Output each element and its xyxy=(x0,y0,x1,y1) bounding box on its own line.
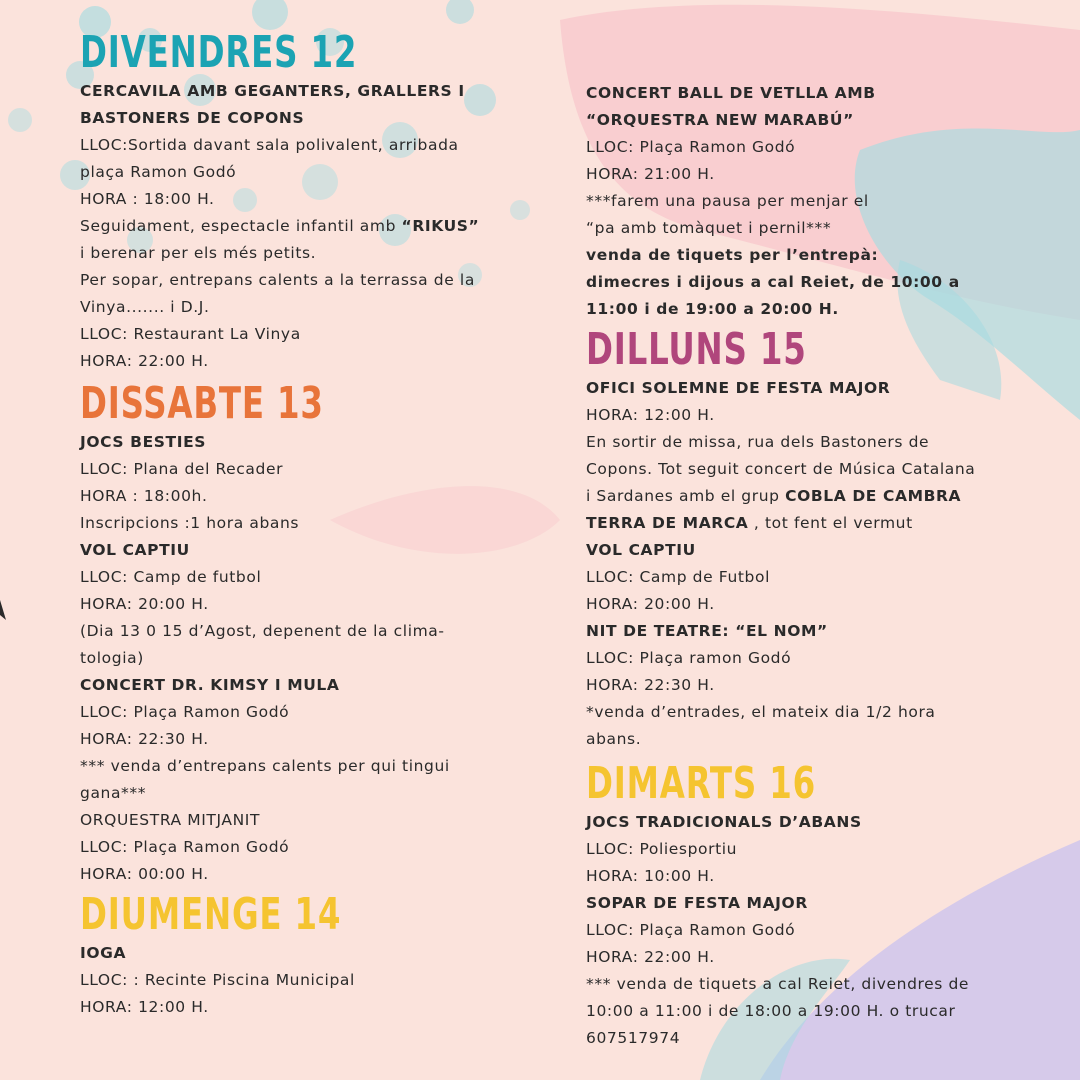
event-note-text: Seguidament, espectacle infantil amb xyxy=(80,217,402,235)
event-note: *** venda d’entrepans calents per qui tingui xyxy=(80,757,450,775)
event-title: VOL CAPTIU xyxy=(80,541,190,559)
event-location: LLOC: Camp de futbol xyxy=(80,568,262,586)
event-note: 11:00 i de 19:00 a 20:00 H. xyxy=(586,300,839,318)
event-location: LLOC: Plana del Recader xyxy=(80,460,284,478)
event-note: Copons. Tot seguit concert de Música Catalana xyxy=(586,460,976,478)
day-title-diumenge: DIUMENGE 14 xyxy=(80,889,342,940)
event-time: HORA : 18:00h. xyxy=(80,487,208,505)
right-column xyxy=(586,80,1056,1052)
event-title: “ORQUESTRA NEW MARABÚ” xyxy=(586,111,854,129)
event-note: Vinya....... i D.J. xyxy=(80,298,210,316)
event-title: OFICI SOLEMNE DE FESTA MAJOR xyxy=(586,379,891,397)
event-title: ORQUESTRA MITJANIT xyxy=(80,811,261,829)
event-time: HORA: 12:00 H. xyxy=(586,406,715,424)
event-time: HORA: 22:00 H. xyxy=(586,948,715,966)
event-location: LLOC: : Recinte Piscina Municipal xyxy=(80,971,355,989)
event-location: LLOC: Plaça ramon Godó xyxy=(586,649,792,667)
event-note: “pa amb tomàquet i pernil*** xyxy=(586,219,832,237)
event-note: tologia) xyxy=(80,649,144,667)
event-location: LLOC: Poliesportiu xyxy=(586,840,738,858)
performer-name: TERRA DE MARCA xyxy=(586,514,749,532)
event-location: LLOC: Restaurant La Vinya xyxy=(80,325,301,343)
event-note-text: , tot fent el vermut xyxy=(748,514,913,532)
event-title: CONCERT BALL DE VETLLA AMB xyxy=(586,84,876,102)
event-note: abans. xyxy=(586,730,642,748)
day-section-divendres xyxy=(80,28,550,375)
event-time: HORA: 22:30 H. xyxy=(586,676,715,694)
event-note: 607517974 xyxy=(586,1029,681,1047)
event-time: HORA: 12:00 H. xyxy=(80,998,209,1016)
event-time: HORA: 22:00 H. xyxy=(80,352,209,370)
event-time: HORA : 18:00 H. xyxy=(80,190,215,208)
day-title-dimarts: DIMARTS 16 xyxy=(586,758,817,809)
event-note: Per sopar, entrepans calents a la terrassa de la xyxy=(80,271,475,289)
event-note: gana*** xyxy=(80,784,147,802)
day-section-dilluns xyxy=(586,325,1056,753)
event-note xyxy=(586,483,1056,510)
event-location: LLOC: Camp de Futbol xyxy=(586,568,770,586)
event-title: IOGA xyxy=(80,944,127,962)
event-note: En sortir de missa, rua dels Bastoners de xyxy=(586,433,930,451)
day-section-diumenge xyxy=(80,890,550,1021)
event-title: NIT DE TEATRE: “EL NOM” xyxy=(586,622,828,640)
event-note: 10:00 a 11:00 i de 18:00 a 19:00 H. o trucar xyxy=(586,1002,956,1020)
day-title-dilluns: DILLUNS 15 xyxy=(586,324,807,375)
performer-name: COBLA DE CAMBRA xyxy=(785,487,962,505)
event-location: LLOC: Plaça Ramon Godó xyxy=(586,138,796,156)
event-note: *venda d’entrades, el mateix dia 1/2 hora xyxy=(586,703,936,721)
event-title: VOL CAPTIU xyxy=(586,541,696,559)
event-note: dimecres i dijous a cal Reiet, de 10:00 a xyxy=(586,273,960,291)
day-title-divendres: DIVENDRES 12 xyxy=(80,27,358,78)
event-location: plaça Ramon Godó xyxy=(80,163,237,181)
performer-name: “RIKUS” xyxy=(401,217,480,235)
event-title: BASTONERS DE COPONS xyxy=(80,109,305,127)
event-note: Inscripcions :1 hora abans xyxy=(80,514,300,532)
event-time: HORA: 21:00 H. xyxy=(586,165,715,183)
day-title-dissabte: DISSABTE 13 xyxy=(80,378,324,429)
day-section-dissabte xyxy=(80,379,550,888)
left-column xyxy=(80,28,550,1021)
event-time: HORA: 10:00 H. xyxy=(586,867,715,885)
event-location: LLOC:Sortida davant sala polivalent, arribada xyxy=(80,136,459,154)
event-time: HORA: 20:00 H. xyxy=(80,595,209,613)
event-title: JOCS TRADICIONALS D’ABANS xyxy=(586,813,862,831)
event-note xyxy=(586,510,1056,537)
event-title: CERCAVILA AMB GEGANTERS, GRALLERS I xyxy=(80,82,465,100)
event-note: i berenar per els més petits. xyxy=(80,244,317,262)
event-title: SOPAR DE FESTA MAJOR xyxy=(586,894,808,912)
event-note: *** venda de tiquets a cal Reiet, divendres de xyxy=(586,975,970,993)
event-note: (Dia 13 0 15 d’Agost, depenent de la clima- xyxy=(80,622,445,640)
event-time: HORA: 22:30 H. xyxy=(80,730,209,748)
event-time: HORA: 20:00 H. xyxy=(586,595,715,613)
event-title: CONCERT DR. KIMSY I MULA xyxy=(80,676,340,694)
event-title: JOCS BESTIES xyxy=(80,433,207,451)
event-note: ***farem una pausa per menjar el xyxy=(586,192,869,210)
event-time: HORA: 00:00 H. xyxy=(80,865,209,883)
event-location: LLOC: Plaça Ramon Godó xyxy=(80,838,290,856)
day-section-diumenge-continued xyxy=(586,80,1056,323)
event-note-text: i Sardanes amb el grup xyxy=(586,487,786,505)
event-note: venda de tiquets per l’entrepà: xyxy=(586,246,879,264)
day-section-dimarts xyxy=(586,759,1056,1052)
event-location: LLOC: Plaça Ramon Godó xyxy=(80,703,290,721)
event-location: LLOC: Plaça Ramon Godó xyxy=(586,921,796,939)
event-note xyxy=(80,213,550,240)
